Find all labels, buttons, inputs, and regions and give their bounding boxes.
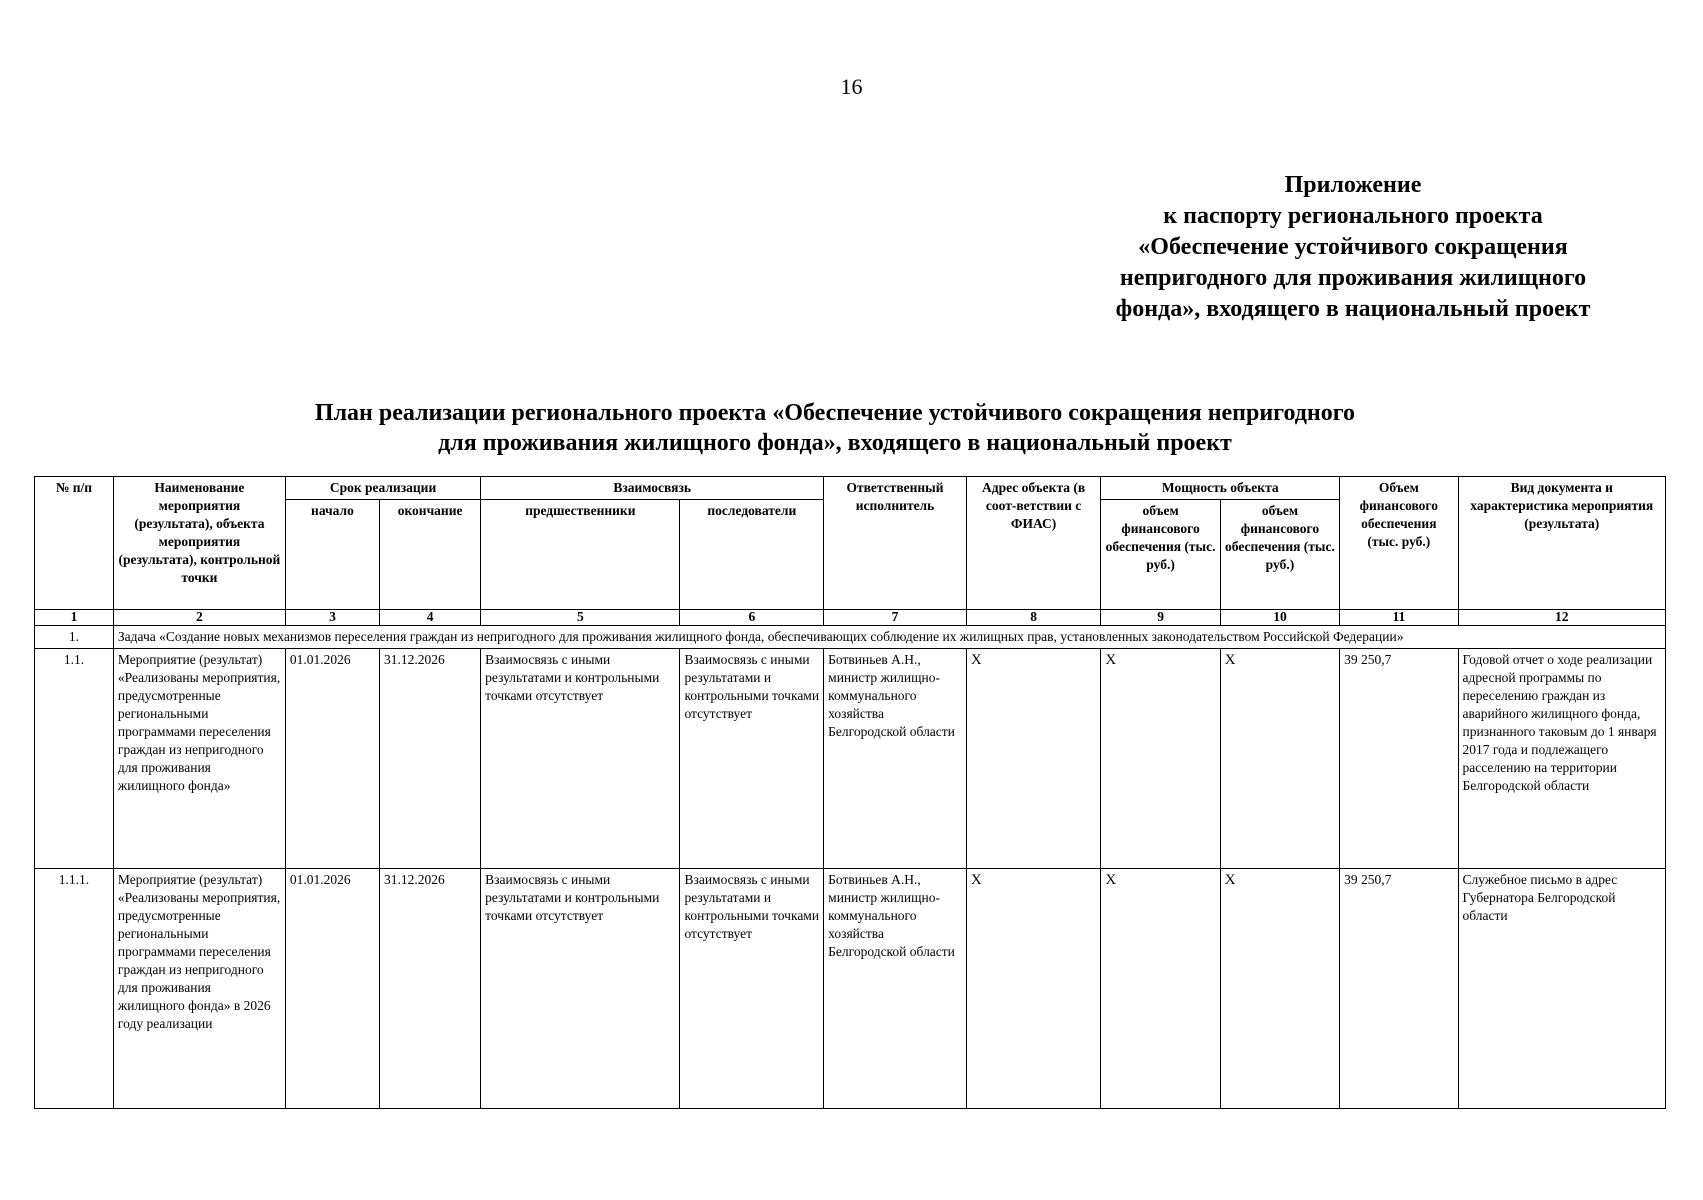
header-doc: Вид документа и характеристика мероприятия (результата) [1458,477,1665,610]
header-num: № п/п [35,477,114,610]
row-volume: 39 250,7 [1340,869,1458,1109]
task-text: Задача «Создание новых механизмов переселения граждан из непригодного для проживания жилищного фонда, обеспечивающих соблюдение их жилищных прав, установленных законодательством Российской Федерации» [113,626,1665,649]
row-cap1: X [1101,869,1220,1109]
header-end: окончание [380,500,481,610]
header-successors: последователи [680,500,824,610]
column-number: 2 [113,610,285,626]
column-number: 8 [966,610,1101,626]
appendix-line: фонда», входящего в национальный проект [1115,296,1591,322]
column-number: 3 [285,610,379,626]
row-responsible: Ботвиньев А.Н., министр жилищно-коммунального хозяйства Белгородской области [824,649,967,869]
row-predecessors: Взаимосвязь с иными результатами и контрольными точками отсутствует [481,649,680,869]
header-row [35,477,1666,500]
row-num: 1.1. [35,649,114,869]
column-number: 5 [481,610,680,626]
column-number: 4 [380,610,481,626]
appendix-line: непригодного для проживания жилищного [1119,265,1587,291]
task-row [35,626,1666,649]
row-successors: Взаимосвязь с иными результатами и контрольными точками отсутствует [680,869,824,1109]
row-name: Мероприятие (результат) «Реализованы мероприятия, предусмотренные региональными программами переселения граждан из непригодного для проживания жилищного фонда» [113,649,285,869]
column-number: 10 [1220,610,1339,626]
row-volume: 39 250,7 [1340,649,1458,869]
header-cap2: объем финансового обеспечения (тыс. руб.) [1220,500,1339,610]
header-capacity: Мощность объекта [1101,477,1340,500]
header-cap1: объем финансового обеспечения (тыс. руб.) [1101,500,1220,610]
row-doc: Служебное письмо в адрес Губернатора Белгородской области [1458,869,1665,1109]
header-predecessors: предшественники [481,500,680,610]
row-doc: Годовой отчет о ходе реализации адресной программы по переселению граждан из аварийного жилищного фонда, признанного таковым до 1 января 2017 года и подлежащего расселению на территории Белгородской области [1458,649,1665,869]
appendix-line: «Обеспечение устойчивого сокращения [1138,234,1568,260]
plan-table [34,476,1666,1109]
row-cap2: X [1220,869,1339,1109]
header-start: начало [285,500,379,610]
column-number: 7 [824,610,967,626]
header-relation: Взаимосвязь [481,477,824,500]
column-number: 12 [1458,610,1665,626]
row-cap2: X [1220,649,1339,869]
header-volume: Объем финансового обеспечения (тыс. руб.) [1340,477,1458,610]
row-responsible: Ботвиньев А.Н., министр жилищно-коммунального хозяйства Белгородской области [824,869,967,1109]
row-address: X [966,869,1101,1109]
row-successors: Взаимосвязь с иными результатами и контрольными точками отсутствует [680,649,824,869]
row-name: Мероприятие (результат) «Реализованы мероприятия, предусмотренные региональными программами переселения граждан из непригодного для проживания жилищного фонда» в 2026 году реализации [113,869,285,1109]
appendix-line: Приложение [1284,172,1422,198]
row-num: 1.1.1. [35,869,114,1109]
header-address: Адрес объекта (в соот-ветствии с ФИАС) [966,477,1101,610]
header-responsible: Ответственный исполнитель [824,477,967,610]
column-numbers-row [35,610,1666,626]
plan-title-line: для проживания жилищного фонда», входящего в национальный проект [438,430,1232,456]
row-start: 01.01.2026 [285,649,379,869]
table-row [35,649,1666,869]
page-number: 16 [840,74,863,99]
row-cap1: X [1101,649,1220,869]
row-end: 31.12.2026 [380,649,481,869]
column-number: 6 [680,610,824,626]
column-number: 1 [35,610,114,626]
row-end: 31.12.2026 [380,869,481,1109]
column-number: 11 [1340,610,1458,626]
header-term: Срок реализации [285,477,480,500]
row-predecessors: Взаимосвязь с иными результатами и контрольными точками отсутствует [481,869,680,1109]
header-name: Наименование мероприятия (результата), объекта мероприятия (результата), контрольной точки [113,477,285,610]
column-number: 9 [1101,610,1220,626]
table-row [35,869,1666,1109]
task-num: 1. [35,626,114,649]
appendix-line: к паспорту регионального проекта [1163,203,1543,229]
plan-title-line: План реализации регионального проекта «Обеспечение устойчивого сокращения непригодного [314,400,1356,426]
row-address: X [966,649,1101,869]
appendix-heading [1060,170,1646,325]
plan-title [200,398,1470,458]
row-start: 01.01.2026 [285,869,379,1109]
